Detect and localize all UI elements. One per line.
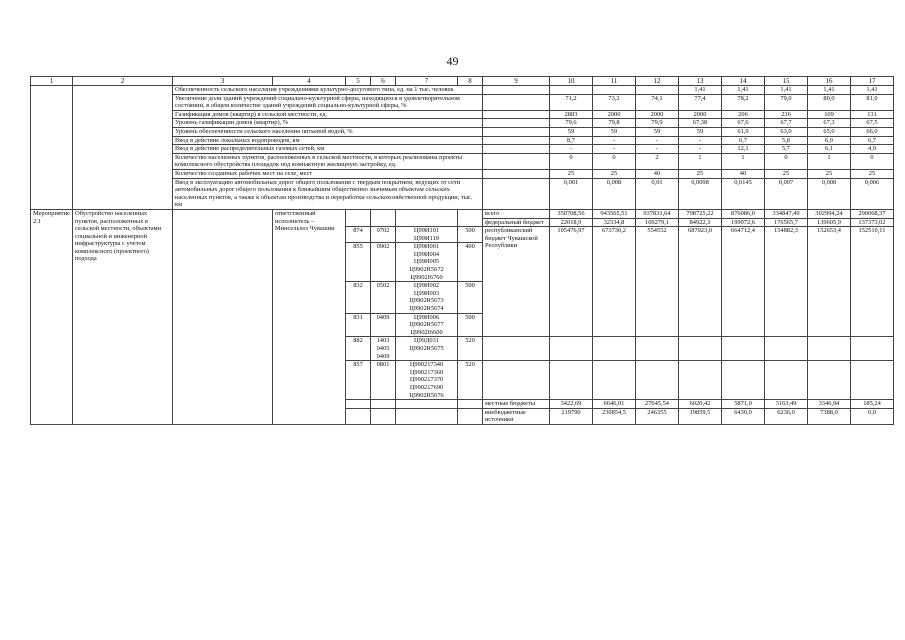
- value-cell: 943565,51: [593, 209, 636, 218]
- value-cell: 334847,49: [765, 209, 808, 218]
- header-cell: 6: [371, 77, 396, 86]
- indicator-row: [31, 86, 894, 95]
- blank-cell: [483, 127, 550, 136]
- value-cell: 80,0: [808, 94, 851, 110]
- value-cell: 230854,5: [593, 408, 636, 424]
- target-code: Ц990217340 Ц990217360 Ц990217370 Ц990217690 Ц9902R5676: [396, 361, 458, 400]
- header-cell: 7: [396, 77, 458, 86]
- section-code: 0409: [371, 313, 396, 337]
- value-cell: 79,8: [593, 119, 636, 128]
- value-cell: 0,0145: [722, 178, 765, 209]
- blank-cell: [31, 86, 73, 210]
- header-cell: 10: [550, 77, 593, 86]
- value-cell: 32334,8: [593, 218, 636, 227]
- value-cell: 27645,54: [636, 400, 679, 409]
- header-cell: 8: [458, 77, 483, 86]
- value-cell: 2: [636, 153, 679, 169]
- value-cell: 2000: [679, 110, 722, 119]
- target-code: Ц99Д031 Ц9902R5675: [396, 337, 458, 361]
- blank-cell: [808, 361, 851, 400]
- value-cell: 3422,69: [550, 400, 593, 409]
- blank-cell: [851, 337, 894, 361]
- page-number: 49: [446, 54, 459, 68]
- value-cell: 0: [851, 153, 894, 169]
- value-cell: 0,008: [593, 178, 636, 209]
- value-cell: 67,7: [765, 119, 808, 128]
- grbs-code: 832: [346, 282, 371, 313]
- value-cell: 74,1: [636, 94, 679, 110]
- value-cell: 152653,4: [808, 227, 851, 337]
- value-cell: 154882,3: [765, 227, 808, 337]
- funding-source: внебюджетные источники: [483, 408, 550, 424]
- value-cell: 25: [679, 169, 722, 178]
- blank-cell: [550, 361, 593, 400]
- value-cell: 0: [593, 153, 636, 169]
- section-code: 0801: [371, 361, 396, 400]
- value-cell: 4,9: [851, 145, 894, 154]
- header-cell: 14: [722, 77, 765, 86]
- target-code: Ц99И101 Ц99И119: [396, 227, 458, 243]
- expense-type-code: 400: [458, 243, 483, 282]
- indicator-text: Количество населенных пунктов, расположенных в сельской местности, в которых реализованы проекты комплексного обустройства площадок под компактную жилищную застройку, ед.: [173, 153, 483, 169]
- header-cell: 2: [73, 77, 173, 86]
- header-cell: 1: [31, 77, 73, 86]
- header-cell: 5: [346, 77, 371, 86]
- value-cell: 105476,97: [550, 227, 593, 337]
- blank-cell: [765, 337, 808, 361]
- blank-cell: [722, 361, 765, 400]
- blank-cell: [483, 337, 550, 361]
- value-cell: 139605,9: [808, 218, 851, 227]
- value-cell: 5871,0: [722, 400, 765, 409]
- value-cell: 8,7: [550, 136, 593, 145]
- blank-cell: [346, 209, 371, 226]
- value-cell: 19859,5: [679, 408, 722, 424]
- value-cell: 0,001: [550, 178, 593, 209]
- value-cell: 59: [593, 127, 636, 136]
- responsible-executor: ответственный исполнитель – Минсельхоз Чувашии: [273, 209, 346, 424]
- value-cell: 6,7: [851, 136, 894, 145]
- blank-cell: [73, 86, 173, 210]
- value-cell: 81,0: [851, 94, 894, 110]
- value-cell: 1,41: [679, 86, 722, 95]
- blank-cell: [808, 337, 851, 361]
- target-code: Ц99И001 Ц99И004 Ц99И005 Ц9902R5672 Ц9902I6760: [396, 243, 458, 282]
- value-cell: 3163,49: [765, 400, 808, 409]
- value-cell: -: [550, 145, 593, 154]
- header-cell: 3: [173, 77, 273, 86]
- value-cell: 2000: [636, 110, 679, 119]
- value-cell: 219790: [550, 408, 593, 424]
- header-cell: 11: [593, 77, 636, 86]
- value-cell: 1: [679, 153, 722, 169]
- expense-type-code: 500: [458, 227, 483, 243]
- value-cell: 63,0: [765, 127, 808, 136]
- blank-cell: [483, 136, 550, 145]
- value-cell: 0: [765, 153, 808, 169]
- section-code: 0702: [371, 227, 396, 243]
- indicator-text: Увеличение доли зданий учреждений социально-культурной сферы, находящихся в удовлетворительном состоянии, в общем количестве зданий учреждений социально-культурной сферы, %: [173, 94, 483, 110]
- value-cell: 73,2: [593, 94, 636, 110]
- value-cell: 6646,01: [593, 400, 636, 409]
- blank-cell: [483, 153, 550, 169]
- value-cell: 0: [550, 153, 593, 169]
- funding-source: местные бюджеты: [483, 400, 550, 409]
- value-cell: -: [593, 145, 636, 154]
- blank-cell: [483, 178, 550, 209]
- value-cell: 77,4: [679, 94, 722, 110]
- grbs-code: 831: [346, 313, 371, 337]
- value-cell: 84922,3: [679, 218, 722, 227]
- value-cell: 290068,37: [851, 209, 894, 218]
- program-table: [30, 76, 894, 425]
- value-cell: 25: [851, 169, 894, 178]
- blank-cell: [396, 408, 458, 424]
- blank-cell: [483, 119, 550, 128]
- value-cell: 65,0: [808, 127, 851, 136]
- header-cell: 12: [636, 77, 679, 86]
- blank-cell: [851, 361, 894, 400]
- value-cell: 554552: [636, 227, 679, 337]
- header-cell: 13: [679, 77, 722, 86]
- expense-type-code: 500: [458, 282, 483, 313]
- value-cell: 687923,0: [679, 227, 722, 337]
- expense-type-code: 520: [458, 361, 483, 400]
- value-cell: 0,007: [765, 178, 808, 209]
- value-cell: 59: [679, 127, 722, 136]
- value-cell: 2000: [593, 110, 636, 119]
- header-cell: 9: [483, 77, 550, 86]
- value-cell: 3346,94: [808, 400, 851, 409]
- value-cell: 1,41: [808, 86, 851, 95]
- value-cell: 1: [722, 153, 765, 169]
- value-cell: 798725,22: [679, 209, 722, 218]
- target-code: Ц99И006 Ц9902R5677 Ц9902I6600: [396, 313, 458, 337]
- value-cell: -: [679, 145, 722, 154]
- section-code: 0502: [371, 282, 396, 313]
- blank-cell: [483, 94, 550, 110]
- header-cell: 4: [273, 77, 346, 86]
- blank-cell: [458, 408, 483, 424]
- value-cell: 79,9: [636, 119, 679, 128]
- value-cell: 350708,56: [550, 209, 593, 218]
- blank-cell: [483, 110, 550, 119]
- value-cell: -: [679, 136, 722, 145]
- value-cell: 1: [808, 153, 851, 169]
- value-cell: 12,1: [722, 145, 765, 154]
- header-cell: 17: [851, 77, 894, 86]
- value-cell: [550, 86, 593, 95]
- value-cell: 40: [636, 169, 679, 178]
- funding-row: [31, 209, 894, 218]
- value-cell: 0,008: [808, 178, 851, 209]
- value-cell: 109279,1: [636, 218, 679, 227]
- blank-cell: [346, 400, 371, 409]
- funding-source: всего: [483, 209, 550, 218]
- value-cell: -: [636, 136, 679, 145]
- blank-cell: [371, 408, 396, 424]
- measure-name: Обустройство населенных пунктов, расположенных в сельской местности, объектами социальной и инженерной инфраструктуры с учетом комплексного (проектного) подхода: [73, 209, 173, 424]
- value-cell: 6430,0: [722, 408, 765, 424]
- value-cell: 937831,64: [636, 209, 679, 218]
- value-cell: 59: [550, 127, 593, 136]
- value-cell: 6,1: [808, 145, 851, 154]
- grbs-code: 882: [346, 337, 371, 361]
- blank-cell: [636, 337, 679, 361]
- header-cell: 16: [808, 77, 851, 86]
- value-cell: 176565,7: [765, 218, 808, 227]
- blank-cell: [483, 145, 550, 154]
- value-cell: 78,2: [722, 94, 765, 110]
- grbs-code: 874: [346, 227, 371, 243]
- section-code: 1403 0405 0409: [371, 337, 396, 361]
- blank-cell: [550, 337, 593, 361]
- value-cell: 664712,4: [722, 227, 765, 337]
- value-cell: 5,8: [765, 136, 808, 145]
- blank-cell: [346, 408, 371, 424]
- blank-cell: [636, 361, 679, 400]
- header-row: [31, 77, 894, 86]
- value-cell: 0,0098: [679, 178, 722, 209]
- value-cell: 79,0: [765, 94, 808, 110]
- blank-cell: [396, 209, 458, 226]
- value-cell: 302994,24: [808, 209, 851, 218]
- indicator-text: Ввод в действие локальных водопроводов, км: [173, 136, 483, 145]
- blank-cell: [458, 400, 483, 409]
- blank-cell: [458, 209, 483, 226]
- value-cell: 71,2: [550, 94, 593, 110]
- header-cell: 15: [765, 77, 808, 86]
- expense-type-code: 520: [458, 337, 483, 361]
- value-cell: 61,0: [722, 127, 765, 136]
- value-cell: 22018,9: [550, 218, 593, 227]
- value-cell: 673730,2: [593, 227, 636, 337]
- expense-type-code: 500: [458, 313, 483, 337]
- value-cell: 25: [808, 169, 851, 178]
- value-cell: 40: [722, 169, 765, 178]
- value-cell: 79,6: [550, 119, 593, 128]
- value-cell: 7388,0: [808, 408, 851, 424]
- blank-cell: [593, 361, 636, 400]
- grbs-code: 855: [346, 243, 371, 282]
- value-cell: [636, 86, 679, 95]
- value-cell: 0,01: [636, 178, 679, 209]
- value-cell: 1,41: [851, 86, 894, 95]
- value-cell: [593, 86, 636, 95]
- indicator-text: Обеспеченность сельского населения учреждениями культурно-досугового типа, ед. на 1 тыс. человек: [173, 86, 483, 95]
- value-cell: 1,41: [765, 86, 808, 95]
- value-cell: 25: [593, 169, 636, 178]
- indicator-text: Уровень газификации домов (квартир), %: [173, 119, 483, 128]
- value-cell: 0,006: [851, 178, 894, 209]
- value-cell: 1,41: [722, 86, 765, 95]
- value-cell: 25: [765, 169, 808, 178]
- value-cell: 66,0: [851, 127, 894, 136]
- blank-cell: [173, 209, 273, 424]
- funding-source: республиканский бюджет Чувашской Республики: [483, 227, 550, 337]
- blank-cell: [371, 209, 396, 226]
- value-cell: 5,7: [765, 145, 808, 154]
- value-cell: 876086,0: [722, 209, 765, 218]
- value-cell: 131: [851, 110, 894, 119]
- grbs-code: 857: [346, 361, 371, 400]
- section-code: 0902: [371, 243, 396, 282]
- measure-label: Мероприятие 2.1: [31, 209, 73, 424]
- value-cell: 2883: [550, 110, 593, 119]
- blank-cell: [765, 361, 808, 400]
- value-cell: 137373,02: [851, 218, 894, 227]
- indicator-text: Газификация домов (квартир) в сельской местности, ед.: [173, 110, 483, 119]
- value-cell: 109: [808, 110, 851, 119]
- value-cell: 152510,11: [851, 227, 894, 337]
- blank-cell: [371, 400, 396, 409]
- blank-cell: [679, 337, 722, 361]
- blank-cell: [722, 337, 765, 361]
- value-cell: 67,6: [722, 119, 765, 128]
- value-cell: 236: [765, 110, 808, 119]
- value-cell: 67,5: [851, 119, 894, 128]
- value-cell: 67,38: [679, 119, 722, 128]
- blank-cell: [679, 361, 722, 400]
- value-cell: 206: [722, 110, 765, 119]
- indicator-text: Уровень обеспеченности сельского населения питьевой водой, %: [173, 127, 483, 136]
- value-cell: 0,0: [851, 408, 894, 424]
- value-cell: 199072,6: [722, 218, 765, 227]
- blank-cell: [593, 337, 636, 361]
- target-code: Ц99И002 Ц99И003 Ц9902R5673 Ц9902R5674: [396, 282, 458, 313]
- value-cell: 59: [636, 127, 679, 136]
- blank-cell: [483, 361, 550, 400]
- value-cell: 67,3: [808, 119, 851, 128]
- value-cell: 185,24: [851, 400, 894, 409]
- value-cell: 6236,0: [765, 408, 808, 424]
- indicator-text: Количество созданных рабочих мест на селе, мест: [173, 169, 483, 178]
- value-cell: 25: [550, 169, 593, 178]
- value-cell: 6,9: [808, 136, 851, 145]
- indicator-text: Ввод в действие распределительных газовых сетей, км: [173, 145, 483, 154]
- blank-cell: [396, 400, 458, 409]
- blank-cell: [483, 86, 550, 95]
- blank-cell: [483, 169, 550, 178]
- value-cell: -: [593, 136, 636, 145]
- indicator-text: Ввод в эксплуатацию автомобильных дорог общего пользования с твердым покрытием, ведущих от сети автомобильных дорог общего пользования к ближайшим общественно значимым объектам сельских населенных пунктов, а также к объектам производства и переработки сельскохозяйственной продукции, тыс. км: [173, 178, 483, 209]
- value-cell: 246355: [636, 408, 679, 424]
- value-cell: 6020,42: [679, 400, 722, 409]
- funding-source: федеральный бюджет: [483, 218, 550, 227]
- value-cell: -: [636, 145, 679, 154]
- value-cell: 6,7: [722, 136, 765, 145]
